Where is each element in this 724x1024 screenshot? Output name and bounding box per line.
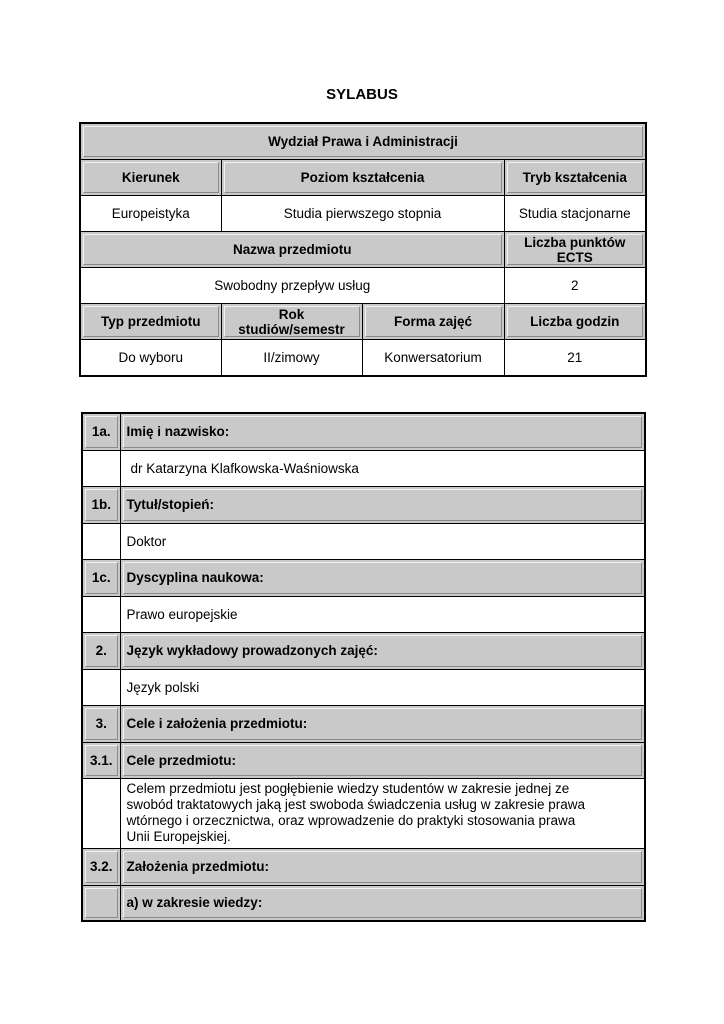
rok-header (221, 304, 362, 340)
empty-cell (82, 450, 120, 486)
goals-line: swobód traktatowych jaką jest swoboda świadczenia usług w zakresie prawa (126, 797, 585, 812)
tryb-value: Studia stacjonarne (504, 196, 646, 232)
poziom-value: Studia pierwszego stopnia (221, 196, 504, 232)
row-number: 3.2. (82, 848, 120, 885)
ects-value: 2 (504, 268, 646, 304)
empty-cell (82, 523, 120, 559)
section-label: Dyscyplina naukowa: (120, 559, 645, 596)
poziom-header: Poziom kształcenia (221, 160, 504, 196)
row-number: 1b. (82, 486, 120, 523)
course-goals-text (120, 778, 645, 848)
section-label: a) w zakresie wiedzy: (120, 885, 645, 921)
discipline-value: Prawo europejskie (120, 596, 645, 632)
typ-value: Do wyboru (80, 340, 221, 377)
row-number: 3.1. (82, 742, 120, 778)
kierunek-value: Europeistyka (80, 196, 221, 232)
course-info-table (79, 122, 647, 377)
godziny-value: 21 (504, 340, 646, 377)
section-label: Tytuł/stopień: (120, 486, 645, 523)
row-number: 1c. (82, 559, 120, 596)
row-number: 2. (82, 632, 120, 669)
row-number: 3. (82, 705, 120, 742)
goals-line: Celem przedmiotu jest pogłębienie wiedzy studentów w zakresie jednej ze (126, 781, 570, 796)
syllabus-details-table (81, 412, 646, 922)
typ-header: Typ przedmiotu (80, 304, 221, 340)
section-label: Cele i założenia przedmiotu: (120, 705, 645, 742)
goals-line: Unii Europejskiej. (126, 829, 231, 844)
section-label: Założenia przedmiotu: (120, 848, 645, 885)
kierunek-header: Kierunek (80, 160, 221, 196)
rok-header-line2: studiów/semestr (238, 321, 345, 337)
forma-header: Forma zajęć (362, 304, 504, 340)
godziny-header: Liczba godzin (504, 304, 646, 340)
tryb-header: Tryb kształcenia (504, 160, 646, 196)
empty-cell (82, 669, 120, 705)
rok-value: II/zimowy (221, 340, 362, 377)
language-value: Język polski (120, 669, 645, 705)
section-label: Język wykładowy prowadzonych zajęć: (120, 632, 645, 669)
ects-header: Liczba punktów ECTS (504, 232, 646, 268)
row-number: 1a. (82, 413, 120, 450)
nazwa-header: Nazwa przedmiotu (80, 232, 504, 268)
section-label: Cele przedmiotu: (120, 742, 645, 778)
nazwa-value: Swobodny przepływ usług (80, 268, 504, 304)
instructor-name: dr Katarzyna Klafkowska-Waśniowska (120, 450, 645, 486)
goals-line: wtórnego i orzecznictwa, oraz wprowadzenie do praktyki stosowania prawa (126, 813, 576, 828)
rok-header-line1: Rok (278, 306, 305, 322)
forma-value: Konwersatorium (362, 340, 504, 377)
page-title: SYLABUS (326, 86, 398, 103)
empty-cell (82, 596, 120, 632)
empty-cell (82, 778, 120, 848)
section-label: Imię i nazwisko: (120, 413, 645, 450)
faculty-header: Wydział Prawa i Administracji (80, 123, 646, 160)
degree-value: Doktor (120, 523, 645, 559)
empty-header-cell (82, 885, 120, 921)
